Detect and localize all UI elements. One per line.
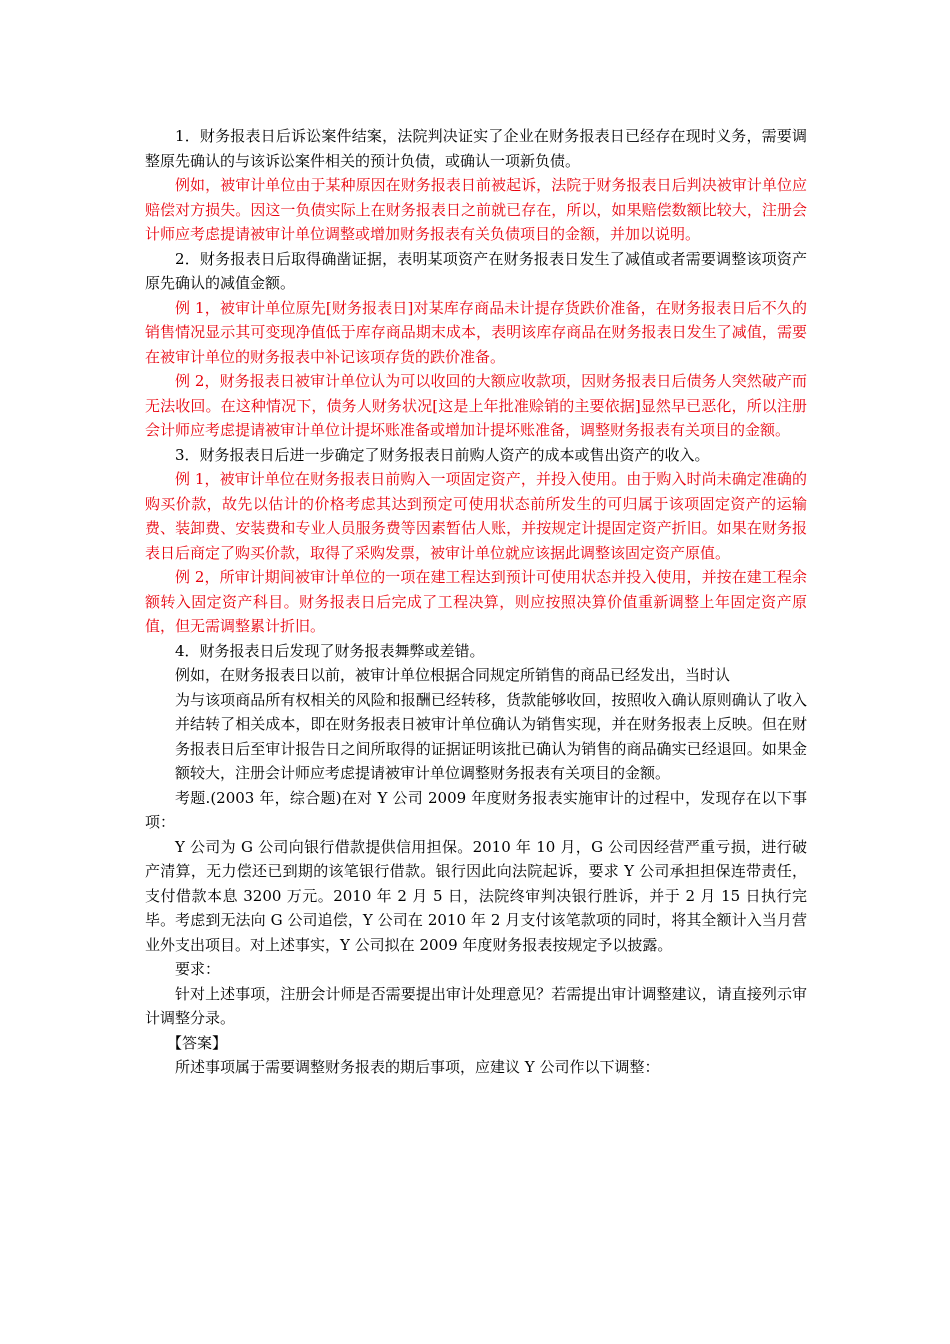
item-1-lawsuit: 1．财务报表日后诉讼案件结案，法院判决证实了企业在财务报表日已经存在现时义务，需要调整原先确认的与该诉讼案件相关的预计负债，或确认一项新负债。 (145, 127, 807, 170)
item-2-example-2: 例 2，财务报表日被审计单位认为可以收回的大额应收款项，因财务报表日后债务人突然破产而无法收回。在这种情况下，债务人财务状况[这是上年批准赊销的主要依据]显然早已恶化，所以注册会计师应考虑提请被审计单位计提坏账准备或增加计提坏账准备，调整财务报表有关项目的金额。 (145, 372, 807, 439)
answer-label: 【答案】 (167, 1033, 228, 1052)
item-3-example-2: 例 2，所审计期间被审计单位的一项在建工程达到预计可使用状态并投入使用，并按在建工程余额转入固定资产科目。财务报表日后完成了工程决算，则应按照决算价值重新调整上年固定资产原值，但无需调整累计折旧。 (145, 568, 807, 635)
item-2-example-1: 例 1，被审计单位原先[财务报表日]对某库存商品未计提存货跌价准备，在财务报表日后不久的销售情况显示其可变现净值低于库存商品期末成本，表明该库存商品在财务报表日发生了减值，需要在被审计单位的财务报表中补记该项存货的跌价准备。 (145, 298, 807, 366)
exam-question-intro: 考题.(2003 年，综合题)在对 Y 公司 2009 年度财务报表实施审计的过程中，发现存在以下事项： (145, 788, 807, 831)
item-3-example-1: 例 1，被审计单位在财务报表日前购入一项固定资产，并投入使用。由于购入时尚未确定准确的购买价款，故先以估计的价格考虑其达到预定可使用状态前所发生的可归属于该项固定资产的运输费、装卸费、安装费和专业人员服务费等因素暂估人账，并按规定计提固定资产折旧。如果在财务报表日后商定了购买价款，取得了采购发票，被审计单位就应该据此调整该固定资产原值。 (145, 470, 807, 562)
item-2-impairment: 2．财务报表日后取得确凿证据，表明某项资产在财务报表日发生了减值或者需要调整该项资产原先确认的减值金额。 (145, 249, 807, 292)
requirement-body: 针对上述事项，注册会计师是否需要提出审计处理意见？若需提出审计调整建议，请直接列示审计调整分录。 (145, 984, 807, 1027)
item-4-example-rest: 为与该项商品所有权相关的风险和报酬已经转移，货款能够收回，按照收入确认原则确认了收入并结转了相关成本，即在财务报表日被审计单位确认为销售实现，并在财务报表上反映。但在财务报表日后至审计报告日之间所取得的证据证明该批已确认为销售的商品确实已经退回。如果金额较大，注册会计师应考虑提请被审计单位调整财务报表有关项目的金额。 (175, 690, 807, 782)
answer-body: 所述事项属于需要调整财务报表的期后事项，应建议 Y 公司作以下调整： (175, 1058, 660, 1076)
exam-question-body: Y 公司为 G 公司向银行借款提供信用担保。2010 年 10 月，G 公司因经营严重亏损，进行破产清算，无力偿还已到期的该笔银行借款。银行因此向法院起诉，要求 Y 公司承担担保连带责任，支付借款本息 3200 万元。2010 年 2 月 5 日，法院终审判决银行胜诉，并于 2 月 15 日执行完毕。考虑到无法向 G 公司追偿，Y 公司在 2010 年 2 月支付该笔款项的同时，将其全额计入当月营业外支出项目。对上述事实，Y 公司拟在 2009 年度财务报表按规定予以披露。 (145, 837, 807, 954)
requirement-label: 要求： (175, 960, 221, 978)
item-4-example-first-line: 例如，在财务报表日以前，被审计单位根据合同规定所销售的商品已经发出，当时认 (175, 666, 731, 684)
item-4-fraud-error: 4．财务报表日后发现了财务报表舞弊或差错。 (175, 641, 485, 660)
document-page (145, 124, 807, 1080)
item-3-cost-revenue: 3．财务报表日后进一步确定了财务报表日前购人资产的成本或售出资产的收入。 (175, 445, 710, 464)
item-1-example: 例如，被审计单位由于某种原因在财务报表日前被起诉，法院于财务报表日后判决被审计单位应赔偿对方损失。因这一负债实际上在财务报表日之前就已存在，所以，如果赔偿数额比较大，注册会计师应考虑提请被审计单位调整或增加财务报表有关负债项目的金额，并加以说明。 (145, 176, 807, 243)
